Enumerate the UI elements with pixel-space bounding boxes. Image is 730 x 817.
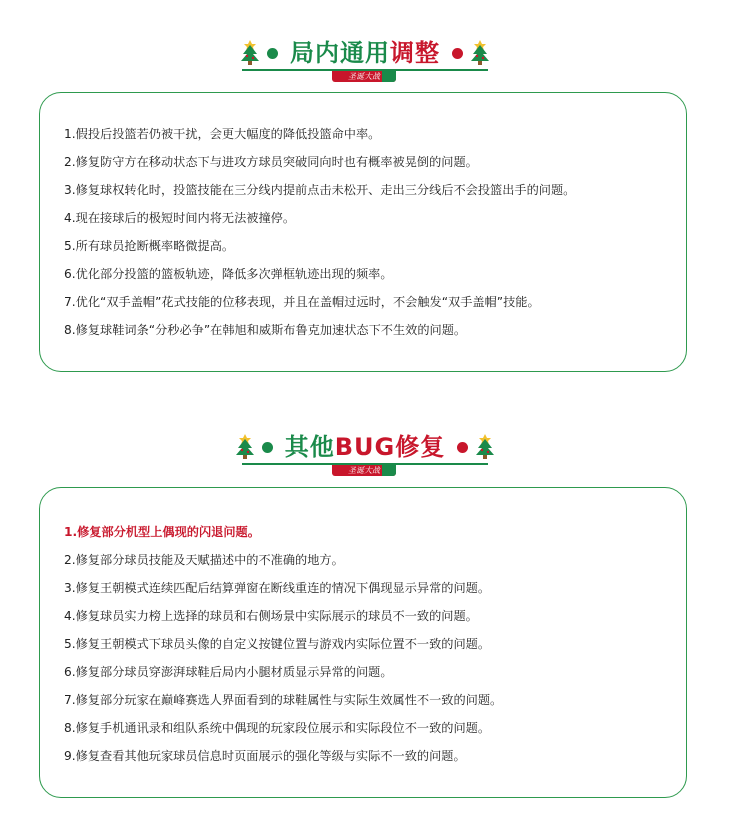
bullet-dot bbox=[452, 48, 463, 59]
list-item: 2.修复部分球员技能及天赋描述中的不准确的地方。 bbox=[64, 553, 344, 567]
bugfix-panel bbox=[39, 487, 687, 798]
bullet-dot bbox=[262, 442, 273, 453]
list-item: 6.优化部分投篮的篮板轨迹，降低多次弹框轨迹出现的频率。 bbox=[64, 267, 393, 281]
event-tag: 圣诞大战 bbox=[332, 465, 396, 476]
section-header-adjustments bbox=[0, 37, 730, 87]
list-item: 6.修复部分球员穿澎湃球鞋后局内小腿材质显示异常的问题。 bbox=[64, 665, 393, 679]
christmas-tree-icon bbox=[234, 433, 256, 461]
list-item: 4.现在接球后的极短时间内将无法被撞停。 bbox=[64, 211, 296, 225]
adjustments-panel bbox=[39, 92, 687, 372]
section-title: 局内通用调整 bbox=[290, 39, 440, 67]
christmas-tree-icon bbox=[469, 39, 491, 67]
section-title: 其他BUG修复 bbox=[284, 433, 446, 461]
list-item: 5.修复王朝模式下球员头像的自定义按键位置与游戏内实际位置不一致的问题。 bbox=[64, 637, 491, 651]
list-item: 1.修复部分机型上偶现的闪退问题。 bbox=[64, 525, 260, 539]
list-item: 4.修复球员实力榜上选择的球员和右侧场景中实际展示的球员不一致的问题。 bbox=[64, 609, 478, 623]
list-item: 8.修复球鞋词条“分秒必争”在韩旭和威斯布鲁克加速状态下不生效的问题。 bbox=[64, 323, 467, 337]
christmas-tree-icon bbox=[239, 39, 261, 67]
list-item: 2.修复防守方在移动状态下与进攻方球员突破同向时也有概率被晃倒的问题。 bbox=[64, 155, 478, 169]
list-item: 7.修复部分玩家在巅峰赛选人界面看到的球鞋属性与实际生效属性不一致的问题。 bbox=[64, 693, 503, 707]
list-item: 7.优化“双手盖帽”花式技能的位移表现，并且在盖帽过远时，不会触发“双手盖帽”技能。 bbox=[64, 295, 540, 309]
list-item: 5.所有球员抢断概率略微提高。 bbox=[64, 239, 235, 253]
list-item: 1.假投后投篮若仍被干扰，会更大幅度的降低投篮命中率。 bbox=[64, 127, 381, 141]
bullet-dot bbox=[457, 442, 468, 453]
list-item: 3.修复王朝模式连续匹配后结算弹窗在断线重连的情况下偶现显示异常的问题。 bbox=[64, 581, 491, 595]
bullet-dot bbox=[267, 48, 278, 59]
section-header-bugfixes bbox=[0, 431, 730, 481]
list-item: 3.修复球权转化时，投篮技能在三分线内提前点击未松开、走出三分线后不会投篮出手的问题。 bbox=[64, 183, 576, 197]
list-item: 8.修复手机通讯录和组队系统中偶现的玩家段位展示和实际段位不一致的问题。 bbox=[64, 721, 491, 735]
christmas-tree-icon bbox=[474, 433, 496, 461]
list-item: 9.修复查看其他玩家球员信息时页面展示的强化等级与实际不一致的问题。 bbox=[64, 749, 466, 763]
event-tag: 圣诞大战 bbox=[332, 71, 396, 82]
